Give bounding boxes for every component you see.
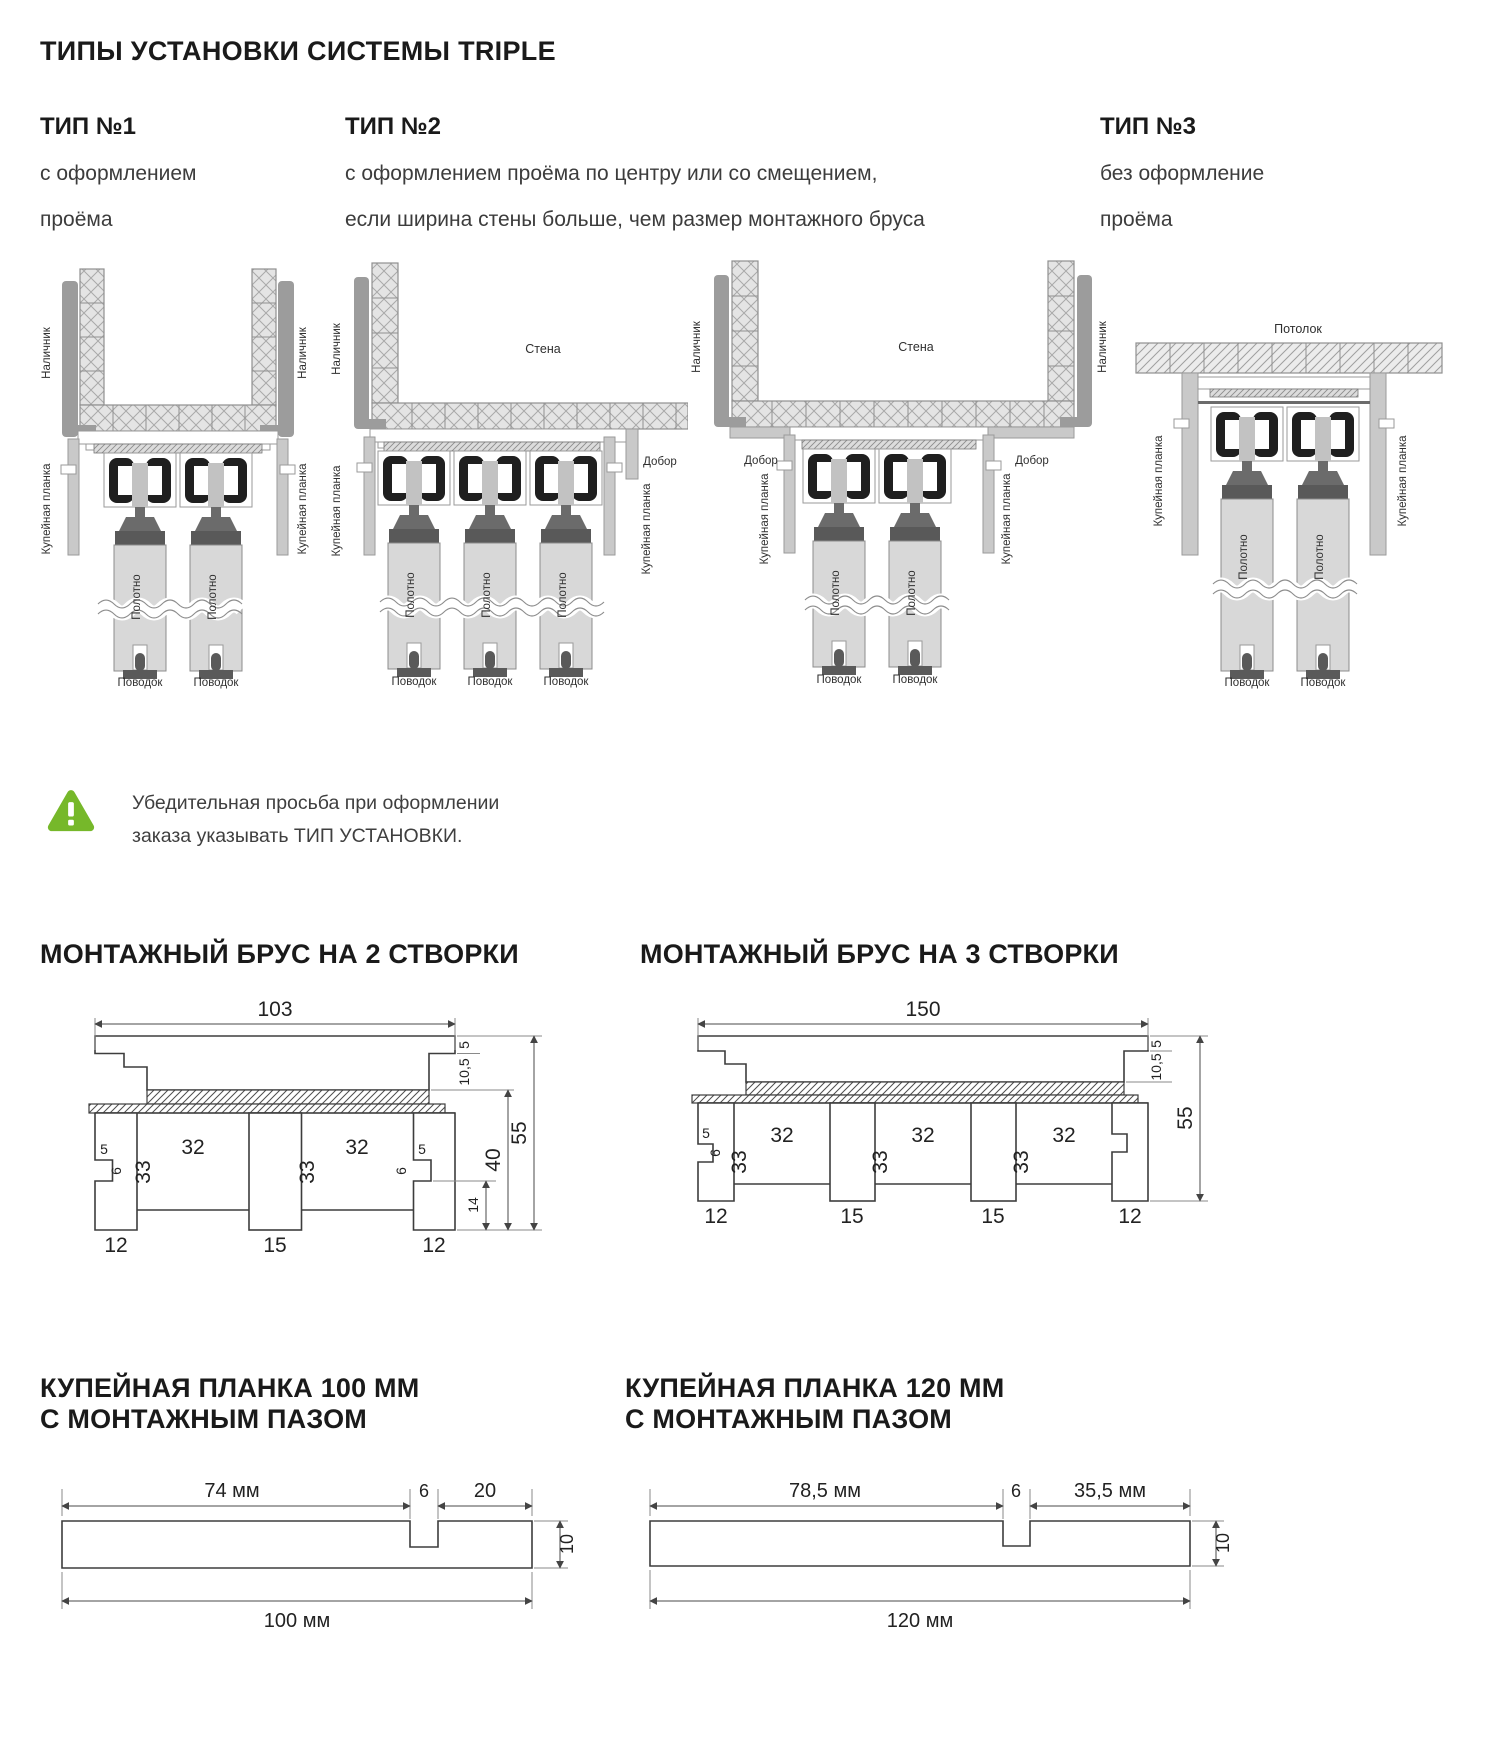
label-povodok: Поводок [816,674,862,686]
ceiling-section [1136,343,1442,373]
label-kupeynaya-planka: Купейная планка [41,463,53,555]
label-polotno: Полотно [1238,534,1250,580]
beam-2-leaves [40,939,640,1277]
planka-120 [625,1373,1485,1644]
label-polotno: Полотно [207,574,219,620]
dim-planka100-right: 20 [473,1480,497,1502]
types-header-row [40,113,1512,243]
dim-beam2-leg3: 12 [422,1234,446,1257]
dim-beam3-55: 55 [1174,1106,1197,1130]
label-povodok: Поводок [467,676,513,688]
track-assembly [357,429,638,555]
dim-beam2-notch-w-r: 5 [418,1141,426,1157]
dim-planka100-height: 10 [557,1533,577,1555]
dim-beam3-notch-h: 6 [707,1149,723,1157]
dim-planka120-notch: 6 [1010,1481,1022,1501]
label-povodok: Поводок [193,677,239,689]
label-povodok: Поводок [391,676,437,688]
type3-header [1100,113,1480,243]
dim-planka100-notch: 6 [418,1481,430,1501]
label-kupeynaya-planka: Купейная планка [759,473,771,565]
label-polotno: Полотно [405,572,417,618]
dim-beam2-slot2-h: 33 [296,1160,319,1184]
dim-planka120-right: 35,5 мм [1074,1480,1146,1502]
type1-name: ТИП №1 [40,113,136,140]
warning-triangle-icon [44,785,98,839]
dim-beam2-plate: 5 [456,1041,472,1049]
beam-3-leaves [640,939,1500,1277]
dim-beam2-slot1: 32 [181,1136,205,1159]
diagram-type2-centered [328,257,688,689]
label-kupeynaya-planka: Купейная планка [1397,435,1409,527]
track-assembly [61,431,295,555]
door-panels [1213,499,1357,679]
installation-diagrams-row [28,257,1512,689]
label-kupeynaya-planka: Купейная планка [297,463,309,555]
dim-beam2-leg1: 12 [104,1234,128,1257]
label-stena: Стена [525,342,561,356]
dim-beam2-14: 14 [465,1197,481,1213]
diagram-type2-offset [688,257,1118,689]
dim-beam2-notch-h-r: 6 [393,1167,409,1175]
label-kupeynaya-planka: Купейная планка [1153,435,1165,527]
label-dobor: Добор [1015,455,1049,467]
beam3-profile [692,1036,1148,1201]
label-kupeynaya-planka: Купейная планка [1001,473,1013,565]
planka120-title: КУПЕЙНАЯ ПЛАНКА 120 ММ С МОНТАЖНЫМ ПАЗОМ [625,1373,1005,1434]
beam3-drawing [640,994,1240,1244]
dim-planka120-left: 78,5 мм [789,1480,861,1502]
label-nalichnik: Наличник [331,323,343,375]
type2-desc: с оформлением проёма по центру или со смещением, если ширина стены больше, чем размер монтажного бруса [345,162,925,231]
dim-beam3-slot3-h: 33 [1010,1150,1033,1174]
label-polotno: Полотно [1314,534,1326,580]
dobor-board [730,427,792,438]
dim-beam3-notch-w: 5 [702,1125,710,1141]
dim-beam3-leg3: 15 [981,1205,1005,1228]
type2-name: ТИП №2 [345,113,441,140]
dim-beam2-slot1-h: 33 [132,1160,155,1184]
warning-text: Убедительная просьба при оформлении заказа указывать ТИП УСТАНОВКИ. [132,792,500,847]
label-polotno: Полотно [906,570,918,616]
door-panels [98,545,242,679]
warning-note [44,785,1512,853]
type1-desc: с оформлением проёма [40,162,197,231]
planka100-title: КУПЕЙНАЯ ПЛАНКА 100 ММ С МОНТАЖНЫМ ПАЗОМ [40,1373,420,1434]
label-nalichnik: Наличник [691,321,703,373]
type1-header [40,113,345,243]
dim-beam3-slot2: 32 [911,1124,935,1147]
dim-planka120-total: 120 мм [886,1610,954,1632]
dim-planka100-total: 100 мм [263,1610,331,1632]
label-polotno: Полотно [481,572,493,618]
label-dobor: Добор [643,456,677,468]
label-nalichnik: Наличник [297,327,309,379]
label-nalichnik: Наличник [41,327,53,379]
type2-header [345,113,1100,243]
beam2-profile [89,1036,455,1230]
track-assembly [730,427,1074,553]
dim-beam2-notch-h: 6 [108,1167,124,1175]
dim-beam2-40: 40 [482,1148,505,1172]
planka100-drawing [40,1459,585,1639]
beam2-title: МОНТАЖНЫЙ БРУС НА 2 СТВОРКИ [40,939,519,969]
dim-beam2-55: 55 [508,1121,531,1145]
dim-beam3-plate: 5 [1148,1040,1164,1048]
wall-section [80,269,276,431]
dim-planka120-height: 10 [1213,1532,1233,1554]
dim-beam3-width: 150 [905,998,941,1021]
door-panels [805,541,949,675]
diagram-type3 [1118,257,1448,689]
planka-section [40,1373,1512,1644]
label-stena: Стена [898,340,934,354]
dim-beam2-notch-w: 5 [100,1141,108,1157]
beam2-drawing [40,994,550,1272]
dim-beam3-slot1: 32 [770,1124,794,1147]
label-kupeynaya-planka: Купейная планка [641,483,653,575]
label-povodok: Поводок [117,677,163,689]
dim-beam3-leg4: 12 [1118,1205,1142,1228]
label-povodok: Поводок [543,676,589,688]
dim-beam3-leg1: 12 [704,1205,728,1228]
diagram-type1 [28,257,328,689]
dim-beam3-leg2: 15 [840,1205,864,1228]
label-polotno: Полотно [557,572,569,618]
planka100-profile [62,1521,532,1568]
planka120-drawing [625,1459,1240,1639]
dobor-board [986,427,1074,438]
page-title: ТИПЫ УСТАНОВКИ СИСТЕМЫ TRIPLE [40,36,556,66]
label-povodok: Поводок [1300,677,1346,689]
dim-beam3-slot3: 32 [1052,1124,1076,1147]
dim-beam2-slot2: 32 [345,1136,369,1159]
label-polotno: Полотно [131,574,143,620]
label-polotno: Полотно [830,570,842,616]
dim-beam3-step: 10,5 [1148,1053,1164,1081]
label-povodok: Поводок [892,674,938,686]
label-dobor: Добор [744,455,778,467]
dim-beam2-leg2: 15 [263,1234,287,1257]
type3-name: ТИП №3 [1100,113,1196,140]
dim-beam2-width: 103 [257,998,293,1021]
beam3-title: МОНТАЖНЫЙ БРУС НА 3 СТВОРКИ [640,939,1119,969]
dim-beam3-slot2-h: 33 [869,1150,892,1174]
planka120-profile [650,1521,1190,1566]
dim-beam3-slot1-h: 33 [728,1150,751,1174]
label-povodok: Поводок [1224,677,1270,689]
planka-100 [40,1373,625,1644]
label-potolok: Потолок [1274,322,1322,336]
dim-planka100-left: 74 мм [204,1480,260,1502]
mounting-beams-section [40,939,1512,1277]
dim-beam2-step: 10,5 [456,1058,472,1086]
dobor-board [626,429,638,479]
track-assembly [1174,373,1394,555]
label-nalichnik: Наличник [1097,321,1109,373]
type3-desc: без оформление проёма [1100,162,1265,231]
label-kupeynaya-planka: Купейная планка [331,465,343,557]
